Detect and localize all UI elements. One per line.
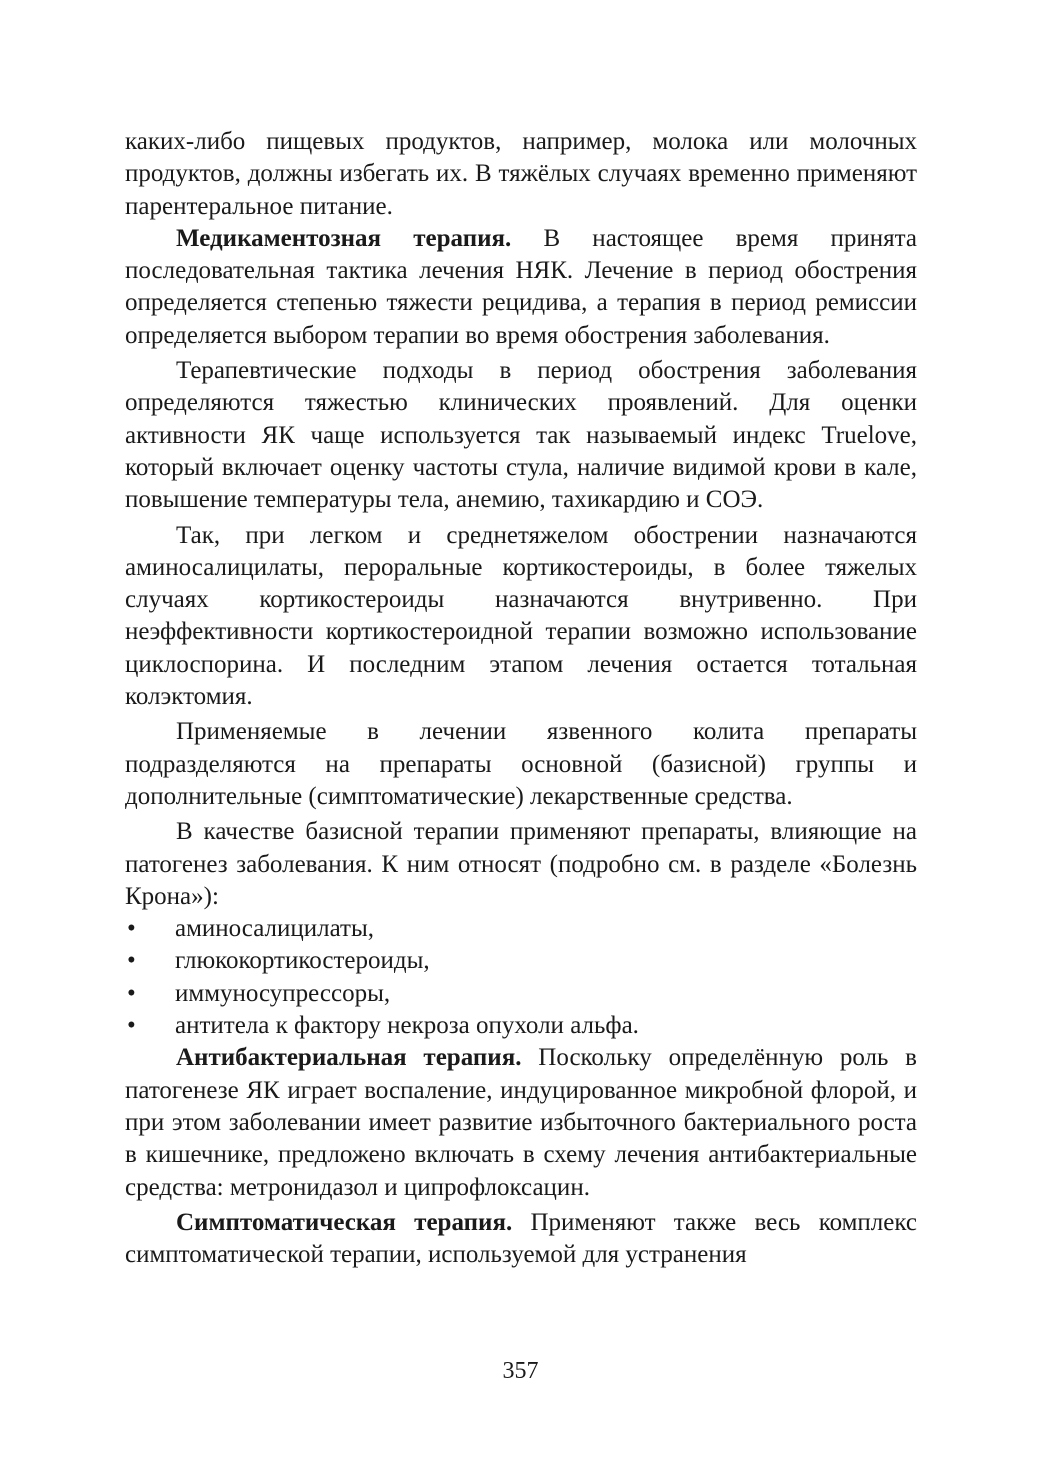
paragraph-diet: каких-либо пищевых продуктов, например, молока или молочных продуктов, должны избегать их. В тяжёлых случаях временно применяют парентеральное питание. xyxy=(125,128,917,220)
heading-antibacterial-therapy: Антибактериальная терапия. xyxy=(176,1044,522,1072)
list-item xyxy=(125,1010,917,1042)
list-item-text: иммуносупрессоры, xyxy=(175,979,391,1007)
paragraph-antibacterial-therapy-text: Поскольку определённую роль в патогенезе ЯК играет воспаление, индуцированное микробной флорой, и при этом заболевании имеет развитие избыточного бактериального роста в кишечнике, предложено включать в схему лечения антибактериальные средства: метронидазол и ципрофлоксацин. xyxy=(125,1044,917,1201)
paragraph-symptomatic-therapy-text: Применяют также весь комплекс симптоматической терапии, используемой для устранения xyxy=(125,1208,917,1269)
heading-symptomatic-therapy: Симптоматическая терапия. xyxy=(176,1208,513,1236)
page-number: 357 xyxy=(502,1358,539,1384)
bullet-icon: • xyxy=(127,947,136,975)
basic-therapy-list xyxy=(125,913,917,1042)
paragraph-drug-therapy-text: В настоящее время принята последовательная тактика лечения НЯК. Лечение в период обострения определяется степенью тяжести рецидива, а терапия в период ремиссии определяется выбором терапии во время обострения заболевания. xyxy=(125,224,917,349)
list-item-text: глюкокортикостероиды, xyxy=(175,947,430,975)
paragraph-drug-therapy xyxy=(125,223,917,352)
list-item xyxy=(125,913,917,945)
paragraph-basic-therapy: В качестве базисной терапии применяют препараты, влияющие на патогенез заболевания. К ним относят (подробно см. в разделе «Болезнь Крона»): xyxy=(125,818,917,910)
list-item-text: антитела к фактору некроза опухоли альфа. xyxy=(175,1012,639,1040)
list-item xyxy=(125,978,917,1010)
paragraph-drug-groups: Применяемые в лечении язвенного колита препараты подразделяются на препараты основной (базисной) группы и дополнительные (симптоматические) лекарственные средства. xyxy=(125,718,917,810)
page-body xyxy=(125,126,917,1271)
list-item xyxy=(125,945,917,977)
paragraph-symptomatic-therapy xyxy=(125,1207,917,1272)
paragraph-severity-treatment: Так, при легком и среднетяжелом обострении назначаются аминосалицилаты, пероральные кортикостероиды, в более тяжелых случаях кортикостероиды назначаются внутривенно. При неэффективности кортикостероидной терапии возможно использование циклоспорина. И последним этапом лечения остается тотальная колэктомия. xyxy=(125,521,917,711)
paragraph-antibacterial-therapy xyxy=(125,1042,917,1203)
heading-drug-therapy: Медикаментозная терапия. xyxy=(176,224,512,252)
bullet-icon: • xyxy=(127,1012,136,1040)
bullet-icon: • xyxy=(127,979,136,1007)
paragraph-therapeutic-approaches: Терапевтические подходы в период обострения заболевания определяются тяжестью клинических проявлений. Для оценки активности ЯК чаще используется так называемый индекс Truelove, который включает оценку частоты стула, наличие видимой крови в кале, повышение температуры тела, анемию, тахикардию и СОЭ. xyxy=(125,357,917,514)
bullet-icon: • xyxy=(127,915,136,943)
list-item-text: аминосалицилаты, xyxy=(175,915,375,943)
